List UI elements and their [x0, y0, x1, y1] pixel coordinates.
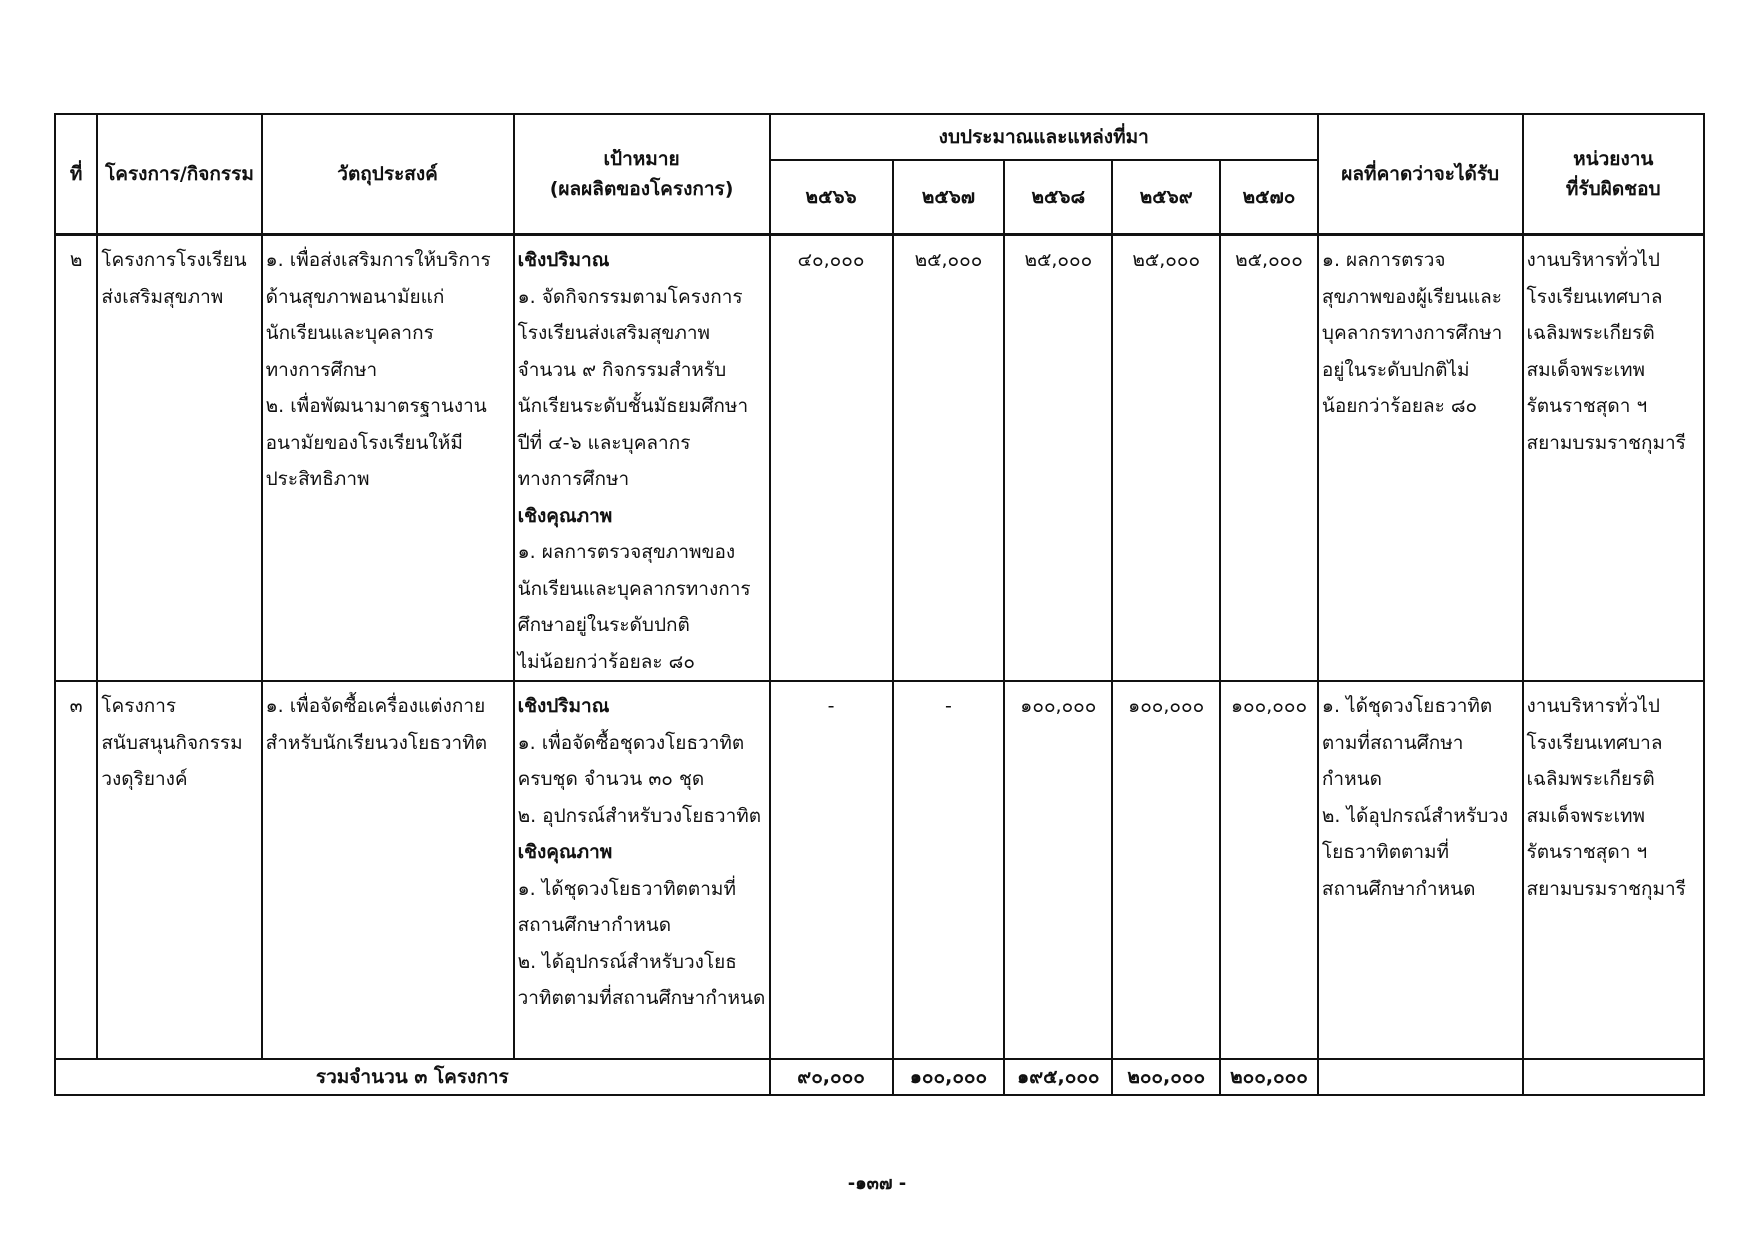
- project-name-line: วงดุริยางค์: [101, 768, 188, 790]
- project-name-line: สนับสนุนกิจกรรม: [101, 731, 243, 754]
- target-line: ปีที่ ๔-๖ และบุคลากร: [517, 431, 691, 454]
- target-line: ๒. อุปกรณ์สำหรับวงโยธวาทิต: [517, 804, 762, 827]
- budget-value: ๒๕,๐๐๐: [1112, 235, 1220, 682]
- target-output: [514, 681, 770, 1059]
- responsible-dept: [1523, 681, 1705, 1059]
- budget-value: ๒๕,๐๐๐: [1220, 235, 1318, 682]
- objective-line: ๒. เพื่อพัฒนามาตรฐานงาน: [265, 395, 487, 417]
- target-line: ๑. ผลการตรวจสุขภาพของ: [517, 541, 736, 563]
- table-header: [55, 114, 1704, 235]
- responsible-dept-line: รัตนราชสุดา ฯ: [1526, 841, 1648, 863]
- header-target-line2: (ผลผลิตของโครงการ): [549, 178, 734, 200]
- header-project: โครงการ/กิจกรรม: [97, 114, 261, 235]
- expected-result-line: น้อยกว่าร้อยละ ๘๐: [1321, 395, 1478, 417]
- objective-line: ทางการศึกษา: [265, 358, 378, 381]
- budget-value: ๑๐๐,๐๐๐: [1112, 681, 1220, 1059]
- project-name: [97, 235, 261, 682]
- expected-result-line: สถานศึกษากำหนด: [1321, 877, 1476, 900]
- header-year: ๒๕๖๘: [1004, 160, 1112, 235]
- objective-line: นักเรียนและบุคลากร: [265, 322, 434, 344]
- responsible-dept-line: งานบริหารทั่วไป: [1526, 249, 1660, 271]
- expected-result-line: สุขภาพของผู้เรียนและ: [1321, 285, 1502, 308]
- target-line: วาทิตตามที่สถานศึกษากำหนด: [517, 987, 766, 1009]
- responsible-dept-line: สมเด็จพระเทพ: [1526, 804, 1646, 827]
- target-line: ทางการศึกษา: [517, 468, 630, 490]
- objective-line: ประสิทธิภาพ: [265, 468, 370, 490]
- target-line: ๒. ได้อุปกรณ์สำหรับวงโยธ: [517, 950, 737, 973]
- responsible-dept-line: เฉลิมพระเกียรติ: [1526, 322, 1655, 344]
- budget-value: -: [770, 681, 893, 1059]
- table-row: [55, 235, 1704, 682]
- responsible-dept-line: รัตนราชสุดา ฯ: [1526, 395, 1648, 417]
- objective-line: อนามัยของโรงเรียนให้มี: [265, 431, 463, 454]
- objective: [262, 235, 514, 682]
- project-name-line: ส่งเสริมสุขภาพ: [101, 285, 224, 308]
- responsible-dept-line: สยามบรมราชกุมารี: [1526, 431, 1686, 454]
- header-dept: [1523, 114, 1705, 235]
- objective-line: ๑. เพื่อส่งเสริมการให้บริการ: [265, 249, 491, 271]
- target-line: ไม่น้อยกว่าร้อยละ ๘๐: [517, 650, 695, 673]
- total-row: [55, 1059, 1704, 1095]
- row-number: ๓: [55, 681, 97, 1059]
- objective-line: ๑. เพื่อจัดซื้อเครื่องแต่งกาย: [265, 695, 486, 717]
- header-dept-line1: หน่วยงาน: [1573, 148, 1654, 170]
- budget-value: ๒๕,๐๐๐: [1004, 235, 1112, 682]
- target-section-heading: เชิงปริมาณ: [517, 249, 610, 271]
- header-expected-result: ผลที่คาดว่าจะได้รับ: [1318, 114, 1523, 235]
- budget-value: ๒๕,๐๐๐: [893, 235, 1005, 682]
- header-dept-line2: ที่รับผิดชอบ: [1565, 178, 1661, 200]
- header-year: ๒๕๖๗: [893, 160, 1005, 235]
- responsible-dept-line: เฉลิมพระเกียรติ: [1526, 768, 1655, 790]
- row-number: ๒: [55, 235, 97, 682]
- responsible-dept-line: โรงเรียนเทศบาล: [1526, 285, 1663, 308]
- target-section-heading: เชิงคุณภาพ: [517, 841, 613, 863]
- expected-result-line: โยธวาทิตตามที่: [1321, 841, 1450, 863]
- expected-result-line: บุคลากรทางการศึกษา: [1321, 322, 1503, 344]
- target-line: ๑. เพื่อจัดซื้อชุดวงโยธวาทิต: [517, 731, 745, 754]
- expected-result-line: อยู่ในระดับปกติไม่: [1321, 358, 1470, 381]
- page-number: -๑๓๗ -: [847, 1173, 907, 1194]
- budget-value: -: [893, 681, 1005, 1059]
- header-target: [514, 114, 770, 235]
- responsible-dept-line: งานบริหารทั่วไป: [1526, 695, 1660, 717]
- expected-result-line: ๑. ได้ชุดวงโยธวาทิต: [1321, 695, 1493, 717]
- target-line: นักเรียนและบุคลากรทางการ: [517, 577, 751, 600]
- target-section-heading: เชิงปริมาณ: [517, 695, 610, 717]
- project-name: [97, 681, 261, 1059]
- expected-result: [1318, 235, 1523, 682]
- target-output: [514, 235, 770, 682]
- responsible-dept-line: สมเด็จพระเทพ: [1526, 358, 1646, 381]
- target-line: ๑. จัดกิจกรรมตามโครงการ: [517, 285, 743, 308]
- table-row: [55, 681, 1704, 1059]
- objective: [262, 681, 514, 1059]
- total-label: รวมจำนวน ๓ โครงการ: [55, 1059, 770, 1095]
- target-line: ครบชุด จำนวน ๓๐ ชุด: [517, 768, 705, 790]
- project-name-line: โครงการโรงเรียน: [101, 249, 247, 271]
- total-budget: ๙๐,๐๐๐: [770, 1059, 893, 1095]
- target-section-heading: เชิงคุณภาพ: [517, 504, 613, 527]
- total-budget: ๒๐๐,๐๐๐: [1112, 1059, 1220, 1095]
- total-budget: ๑๙๕,๐๐๐: [1004, 1059, 1112, 1095]
- target-line: โรงเรียนส่งเสริมสุขภาพ: [517, 322, 711, 344]
- header-year: ๒๕๖๙: [1112, 160, 1220, 235]
- header-objective: วัตถุประสงค์: [262, 114, 514, 235]
- header-no: ที่: [55, 114, 97, 235]
- header-target-line1: เป้าหมาย: [603, 148, 680, 170]
- target-line: ศึกษาอยู่ในระดับปกติ: [517, 614, 690, 636]
- target-line: ๑. ได้ชุดวงโยธวาทิตตามที่: [517, 877, 736, 900]
- total-budget: ๒๐๐,๐๐๐: [1220, 1059, 1318, 1095]
- expected-result-line: ๒. ได้อุปกรณ์สำหรับวง: [1321, 804, 1509, 827]
- expected-result: [1318, 681, 1523, 1059]
- total-empty-dept: [1523, 1059, 1705, 1095]
- total-empty-result: [1318, 1059, 1523, 1095]
- responsible-dept-line: โรงเรียนเทศบาล: [1526, 731, 1663, 754]
- project-name-line: โครงการ: [101, 695, 177, 717]
- responsible-dept: [1523, 235, 1705, 682]
- expected-result-line: ๑. ผลการตรวจ: [1321, 249, 1446, 271]
- table-body: [55, 235, 1704, 1060]
- budget-value: ๔๐,๐๐๐: [770, 235, 893, 682]
- expected-result-line: กำหนด: [1321, 768, 1382, 790]
- responsible-dept-line: สยามบรมราชกุมารี: [1526, 877, 1686, 900]
- header-year: ๒๕๖๖: [770, 160, 893, 235]
- objective-line: ด้านสุขภาพอนามัยแก่: [265, 285, 445, 308]
- budget-value: ๑๐๐,๐๐๐: [1004, 681, 1112, 1059]
- expected-result-line: ตามที่สถานศึกษา: [1321, 731, 1464, 754]
- header-budget-group: งบประมาณและแหล่งที่มา: [770, 114, 1318, 160]
- target-line: นักเรียนระดับชั้นมัธยมศึกษา: [517, 395, 749, 417]
- target-line: จำนวน ๙ กิจกรรมสำหรับ: [517, 358, 727, 381]
- target-line: สถานศึกษากำหนด: [517, 914, 672, 936]
- objective-line: สำหรับนักเรียนวงโยธวาทิต: [265, 731, 488, 754]
- total-budget: ๑๐๐,๐๐๐: [893, 1059, 1005, 1095]
- project-plan-table: [54, 113, 1705, 1096]
- header-year: ๒๕๗๐: [1220, 160, 1318, 235]
- budget-value: ๑๐๐,๐๐๐: [1220, 681, 1318, 1059]
